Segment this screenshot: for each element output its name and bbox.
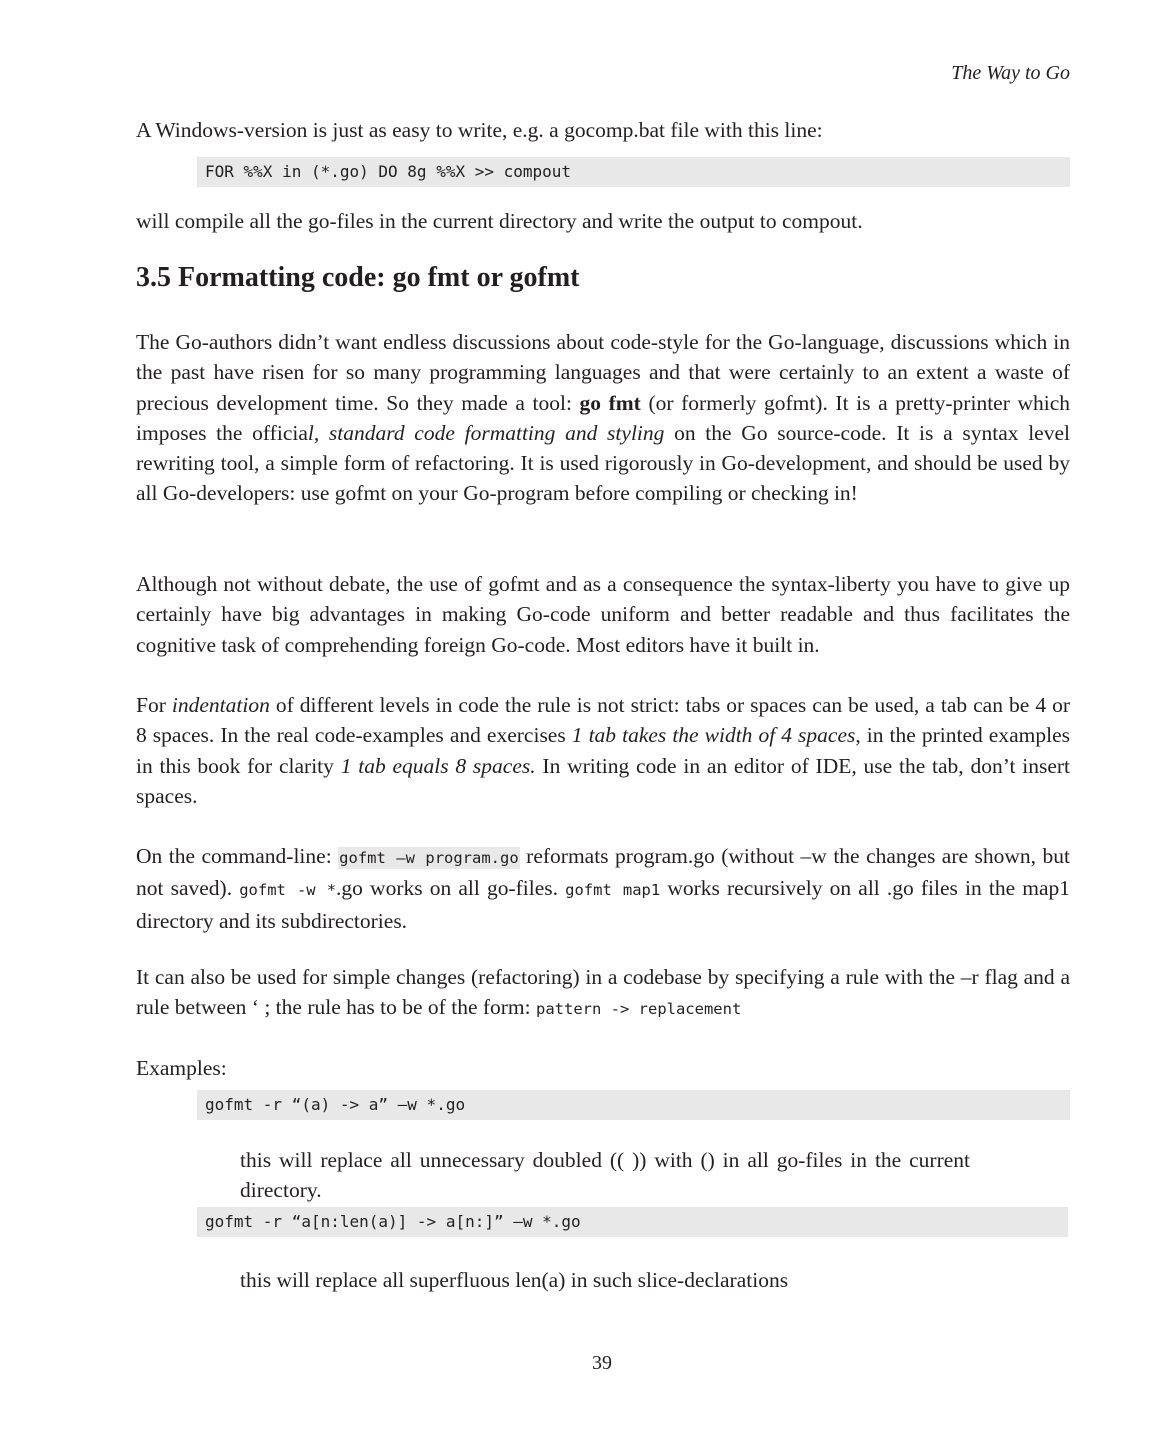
italic-text: 1 tab equals 8 spaces. [340, 753, 536, 778]
text: on the Go source-code. It is a syntax level rewriting tool, a simple form of refactoring. It is used rigorously in Go-development, and should be used by all Go-developers: use gofmt on your Go-program before compiling or checking in! [136, 420, 1070, 506]
text: .go works on all go-files. [336, 876, 566, 901]
paragraph: A Windows-version is just as easy to write, e.g. a gocomp.bat file with this line: [136, 118, 823, 142]
text: (or formerly gofmt). It is a pretty-printer which imposes the officia [136, 390, 1071, 445]
text: reformats program.go (without –w the changes are shown, but not saved). [136, 844, 1070, 901]
italic-text: indentation [171, 693, 270, 717]
paragraph [136, 841, 1070, 936]
paragraph: will compile all the go-files in the current directory and write the output to compout. [136, 209, 863, 233]
text: On the command-line: [136, 844, 339, 868]
paragraph: Although not without debate, the use of gofmt and as a consequence the syntax-liberty you have to give up certainly have big advantages in making Go-code uniform and better readable and thus facilitates the cognitive task of comprehending foreign Go-code. Most editors have it built in. [136, 572, 1070, 657]
text: works recursively on all .go files in the map1 directory and its subdirectories. [136, 876, 1071, 933]
italic-text: l, standard code formatting and styling [307, 420, 665, 445]
text: of different levels in code the rule is not strict: tabs or spaces can be used, a tab can be 4 or 8 spaces. In the real code-examples and exercises [136, 693, 1071, 748]
example-note: this will replace all unnecessary doubled (( )) with () in all go-files in the current directory. [240, 1148, 970, 1203]
inline-code: gofmt map1 [565, 881, 661, 900]
paragraph [136, 962, 1070, 1025]
code-block: gofmt -r “(a) -> a” –w *.go [197, 1090, 1070, 1120]
bold-text: go fmt [579, 390, 641, 415]
inline-code: gofmt -w * [239, 881, 337, 900]
text: The Go-authors didn’t want endless discussions about code-style for the Go-language, discussions which in the past have risen for so many programming languages and that were certainly to an extent a waste of precious development time. So they made a tool: [136, 330, 1070, 415]
text: In writing code in an editor of IDE, use the tab, don’t insert spaces. [136, 753, 1070, 808]
section-heading: 3.5 Formatting code: go fmt or gofmt [136, 262, 580, 293]
paragraph [136, 327, 1070, 509]
example-note: this will replace all superfluous len(a) in such slice-declarations [240, 1268, 789, 1292]
inline-code: pattern -> replacement [536, 1000, 742, 1019]
page-number: 39 [592, 1352, 612, 1374]
inline-code: gofmt –w program.go [339, 849, 519, 867]
text: For [136, 693, 172, 717]
text: , in the printed examples in this book for clarity [136, 723, 1070, 778]
running-header: The Way to Go [951, 62, 1070, 84]
italic-text: 1 tab takes the width of 4 spaces [571, 723, 856, 748]
code-block: gofmt -r “a[n:len(a)] -> a[n:]” –w *.go [197, 1207, 1068, 1237]
paragraph [136, 690, 1070, 811]
code-block: FOR %%X in (*.go) DO 8g %%X >> compout [197, 157, 1070, 187]
text: It can also be used for simple changes (refactoring) in a codebase by specifying a rule with the –r flag and a rule between ‘ ; the rule has to be of the form: [136, 965, 1070, 1020]
examples-label: Examples: [136, 1056, 227, 1080]
